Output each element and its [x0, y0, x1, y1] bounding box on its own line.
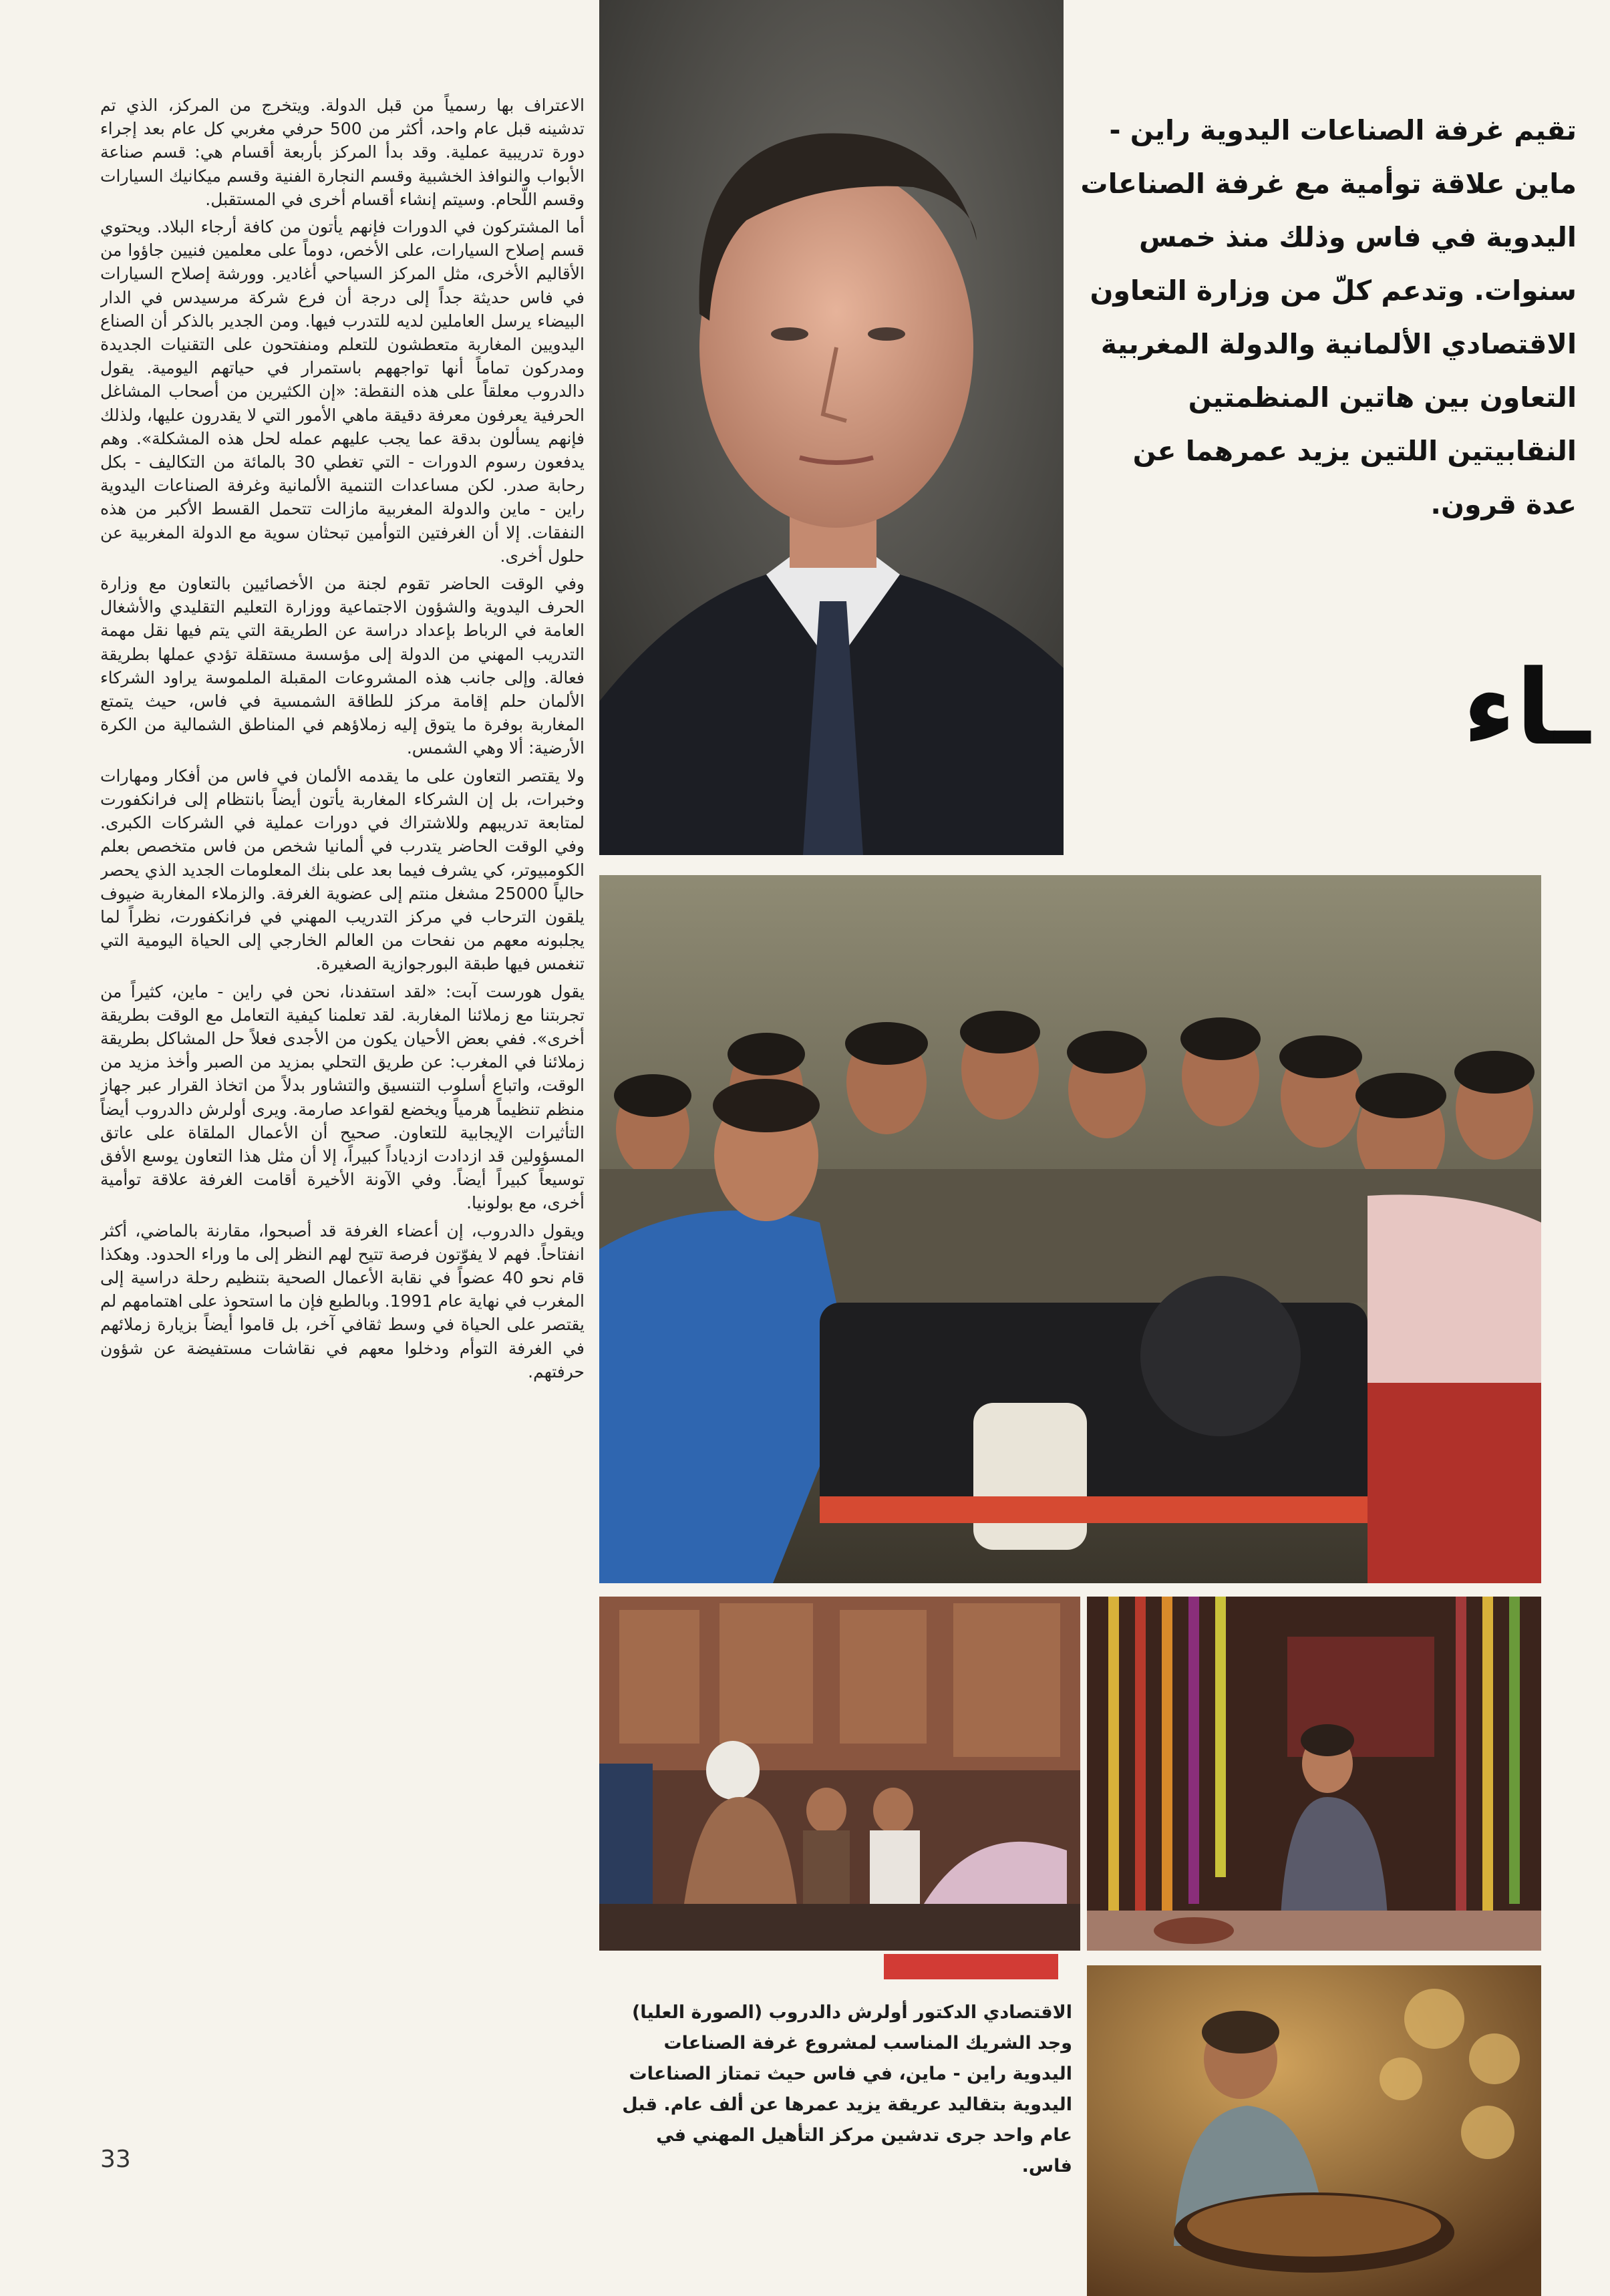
photo-caption: الاقتصادي الدكتور أولرش دالدروب (الصورة العليا) وجد الشريك المناسب لمشروع غرفة الصناعات اليدوية راين - ماين، في فاس حيث تمتاز الصناعات اليدوية بتقاليد عريقة يزيد عمرها عن ألف عام. قبل عام واحد جرى تدشين مركز التأهيل المهني في فاس.	[622, 2002, 1072, 2176]
portrait-photo	[599, 0, 1064, 855]
workshop-photo	[599, 875, 1541, 1583]
body-paragraph-4: ولا يقتصر التعاون على ما يقدمه الألمان في فاس من أفكار ومهارات وخبرات، بل إن الشركاء المغاربة يأتون أيضاً بانتظام إلى فرانكفورت لمتابعة تدريبهم وللاشتراك في دورات عملية في الشركات الكبرى. وفي الوقت الحاضر يتدرب في ألمانيا شخص من فاس متخصص بعلم الكومبيوتر، كي يشرف فيما بعد على بنك المعلومات الجديد الذي يحصر حالياً 25000 مشغل منتم إلى عضوية الغرفة. والزملاء المغاربة ضيوف يلقون الترحاب في مركز التدريب المهني في فرانكفورت، نظراً لما يجلبونه معهم من نفحات من العالم الخارجي إلى الحياة اليومية التي تنغمس فيها طبقة البورجوازية الصغيرة.	[100, 766, 585, 974]
intro-paragraph: تقيم غرفة الصناعات اليدوية راين - ماين علاقة توأمية مع غرفة الصناعات اليدوية في فاس وذلك منذ خمس سنوات. وتدعم كلّ من وزارة التعاون الاقتصادي الألمانية والدولة المغربية التعاون بين هاتين المنظمتين النقابيتين اللتين يزيد عمرهما عن عدة قرون.	[1080, 114, 1577, 520]
body-paragraph-3: وفي الوقت الحاضر تقوم لجنة من الأخصائيين بالتعاون مع وزارة الحرف اليدوية والشؤون الاجتماعية ووزارة التعليم التقليدي والأشغال العامة في الرباط بإعداد دراسة عن الطريقة التي يتم فيها نقل مهمة التدريب المهني من الدولة إلى مؤسسة مستقلة تؤدي عملها بطريقة فعالة. وإلى جانب هذه المشروعات المقبلة الملموسة يراود الشركاء الألمان حلم إقامة مركز للطاقة الشمسية في فاس، حيث يتمتع المغاربة بوفرة ما يتوق إليه زملاؤهم في المناطق الشمالية من الكرة الأرضية: ألا وهي الشمس.	[100, 574, 585, 758]
weaver-photo	[1087, 1597, 1541, 1951]
headline-fragment: ـاء	[1462, 647, 1590, 768]
accent-bar	[884, 1954, 1058, 1979]
body-paragraph-2: أما المشتركون في الدورات فإنهم يأتون من كافة أرجاء البلاد. ويحتوي قسم إصلاح السيارات، على الأخص، دوماً على معلمين فنيين جاؤوا من الأقاليم الأخرى، مثل المركز السياحي أغادير. وورشة إصلاح السيارات في فاس حديثة جداً إلى درجة أن فرع شركة مرسيدس في الدار البيضاء يرسل العاملين لديه للتدرب فيها. ومن الجدير بالذكر أن الصناع اليدويين المغاربة متعطشون للتعلم ومنفتحون على التقنيات الجديدة ومدركون تماماً أنها تواجههم باستمرار في حياتهم اليومية. يقول دالدروب معلقاً على هذه النقطة: «إن الكثيرين من أصحاب المشاغل الحرفية يعرفون معرفة دقيقة ماهي الأمور التي لا يقدرون عليها، ولذلك فإنهم يسألون بدقة عما يجب عليهم عمله لحل هذه المشكلة». وهم يدفعون رسوم الدورات - التي تغطي 30 بالمائة من التكاليف - بكل رحابة صدر. لكن مساعدات التنمية الألمانية وغرفة الصناعات اليدوية راين - ماين والدولة المغربية مازالت تتحمل القسط الأكبر من هذه النفقات. إلا أن الغرفتين التوأمين تبحثان سوية مع الدولة المغربية عن حلول أخرى.	[100, 217, 585, 566]
article-body-column	[100, 94, 585, 2114]
body-paragraph-6: ويقول دالدروب، إن أعضاء الغرفة قد أصبحوا، مقارنة بالماضي، أكثر انفتاحاً. فهم لا يفوّتون فرصة تتيح لهم النظر إلى ما وراء الحدود. وهكذا قام نحو 40 عضواً في نقابة الأعمال الصحية بتنظيم رحلة دراسية إلى المغرب في نهاية عام 1991. وبالطبع فإن ما استحوذ على اهتمامهم لم يقتصر على الحياة في وسط ثقافي آخر، بل قاموا أيضاً بزيارة زملائهم في الغرفة التوأم ودخلوا معهم في نقاشات مستفيضة عن شؤون حرفتهم.	[100, 1220, 585, 1381]
page-number: 33	[100, 2146, 131, 2173]
artisans-photo	[599, 1597, 1080, 1951]
craftsman-photo	[1087, 1965, 1541, 2296]
body-paragraph-1: الاعتراف بها رسمياً من قبل الدولة. ويتخرج من المركز، الذي تم تدشينه قبل عام واحد، أكثر من 500 حرفي مغربي كل عام بعد إجراء دورة تدريبية عملية. وقد بدأ المركز بأربعة أقسام هي: قسم صناعة الأبواب والنوافذ الخشبية وقسم النجارة الفنية وقسم ميكانيك السيارات وقسم اللّحام. وسيتم إنشاء أقسام أخرى في المستقبل.	[100, 96, 585, 209]
body-paragraph-5: يقول هورست آبت: «لقد استفدنا، نحن في راين - ماين، كثيراً من تجربتنا مع زملائنا المغاربة. لقد تعلمنا كيفية التعامل مع الوقت بطريقة أخرى». ففي بعض الأحيان يكون من الأجدى فعلاً حل المشاكل بطريقة زملائنا في المغرب: عن طريق التحلي بمزيد من الصبر وأخذ مزيد من الوقت، واتباع أسلوب التنسيق والتشاور بدلاً من اتخاذ القرار عبر جهاز منظم تنظيماً هرمياً ويخضع لقواعد صارمة. ويرى أولرش دالدروب أيضاً التأثيرات الإيجابية للتعاون. صحيح أن الأعمال الملقاة على عاتق المسؤولين قد ازدادت ازدياداً كبيراً، إلا أن مثل هذا التعاون يوسع الأفق توسيعاً كبيراً أيضاً. وفي الآونة الأخيرة أقامت الغرفة علاقة توأمية أخرى، مع بولونيا.	[100, 981, 585, 1213]
